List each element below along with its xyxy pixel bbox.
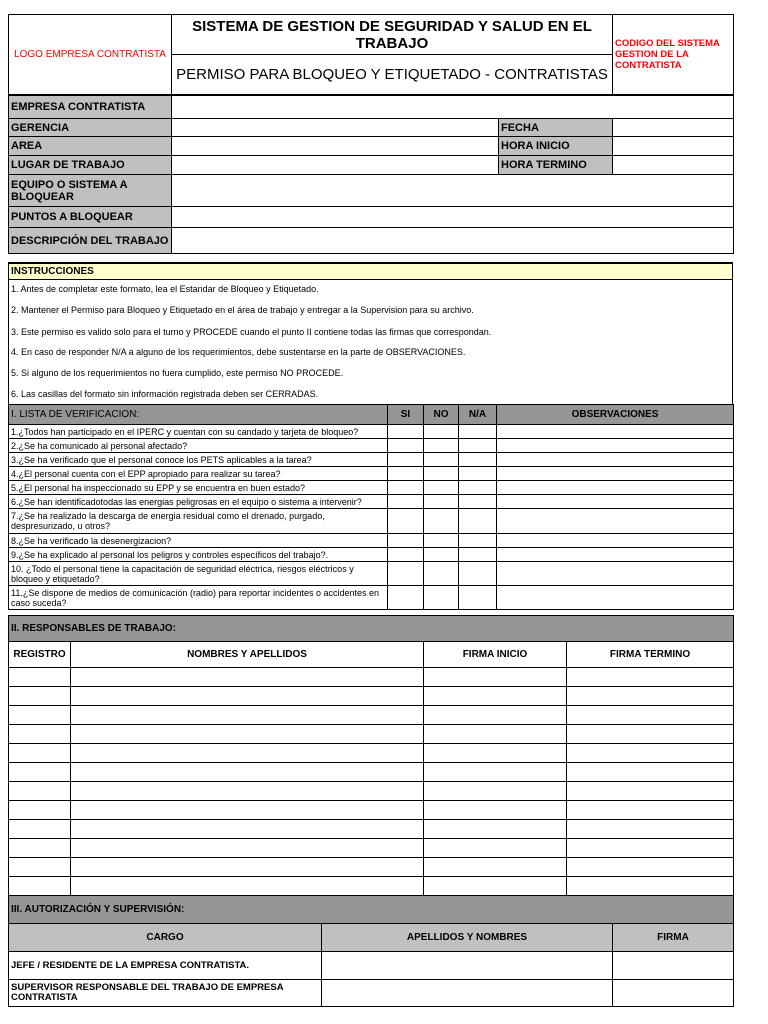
- field-registro[interactable]: [9, 839, 71, 858]
- checklist-question: 2.¿Se ha comunicado al personal afectado?: [9, 439, 388, 453]
- field-apellidos-jefe[interactable]: [322, 952, 613, 980]
- field-empresa[interactable]: [172, 96, 734, 119]
- checklist-question: 6.¿Se han identificadotodas las energias peligrosas en el equipo o sistema a intervenir?: [9, 495, 388, 509]
- field-gerencia[interactable]: [172, 119, 499, 137]
- field-firma-inicio[interactable]: [424, 744, 567, 763]
- checklist-question: 8.¿Se ha verificado la desenergizacion?: [9, 534, 388, 548]
- checklist-question: 5.¿El personal ha inspeccionado su EPP y se encuentra en buen estado?: [9, 481, 388, 495]
- checkbox-no[interactable]: [424, 495, 459, 509]
- checkbox-na[interactable]: [459, 586, 497, 610]
- field-equipo[interactable]: [172, 175, 734, 207]
- checkbox-na[interactable]: [459, 467, 497, 481]
- checklist-title: I. LISTA DE VERIFICACION:: [9, 405, 388, 425]
- label-hora-inicio: HORA INICIO: [499, 137, 613, 156]
- field-registro[interactable]: [9, 877, 71, 896]
- field-firma-termino[interactable]: [567, 877, 734, 896]
- label-puntos: PUNTOS A BLOQUEAR: [9, 207, 172, 228]
- field-nombres[interactable]: [71, 687, 424, 706]
- instruction-item: 1. Antes de completar este formato, lea el Estandar de Bloqueo y Etiquetado.: [9, 279, 733, 299]
- checkbox-na[interactable]: [459, 548, 497, 562]
- field-registro[interactable]: [9, 706, 71, 725]
- checkbox-no[interactable]: [424, 548, 459, 562]
- field-firma-termino[interactable]: [567, 706, 734, 725]
- field-observacion[interactable]: [497, 586, 734, 610]
- field-nombres[interactable]: [71, 744, 424, 763]
- form-title: PERMISO PARA BLOQUEO Y ETIQUETADO - CONTRATISTAS: [172, 55, 613, 95]
- field-firma-termino[interactable]: [567, 687, 734, 706]
- field-nombres[interactable]: [71, 763, 424, 782]
- field-firma-inicio[interactable]: [424, 763, 567, 782]
- field-registro[interactable]: [9, 687, 71, 706]
- checkbox-no[interactable]: [424, 425, 459, 439]
- field-hora-inicio[interactable]: [613, 137, 734, 156]
- field-firma-jefe[interactable]: [613, 952, 734, 980]
- cargo-supervisor: SUPERVISOR RESPONSABLE DEL TRABAJO DE EMPRESA CONTRATISTA: [9, 980, 322, 1007]
- field-apellidos-supervisor[interactable]: [322, 980, 613, 1007]
- checklist-question: 11.¿Se dispone de medios de comunicación (radio) para reportar incidentes o accidentes en caso suceda?: [9, 586, 388, 610]
- checkbox-no[interactable]: [424, 453, 459, 467]
- checkbox-si[interactable]: [388, 534, 424, 548]
- checkbox-no[interactable]: [424, 562, 459, 586]
- checkbox-si[interactable]: [388, 467, 424, 481]
- label-equipo: EQUIPO O SISTEMA A BLOQUEAR: [9, 175, 172, 207]
- checkbox-no[interactable]: [424, 439, 459, 453]
- label-area: AREA: [9, 137, 172, 156]
- checkbox-si[interactable]: [388, 495, 424, 509]
- checkbox-si[interactable]: [388, 425, 424, 439]
- checkbox-si[interactable]: [388, 548, 424, 562]
- checklist-question: 4.¿El personal cuenta con el EPP apropiado para realizar su tarea?: [9, 467, 388, 481]
- field-nombres[interactable]: [71, 820, 424, 839]
- col-observaciones: OBSERVACIONES: [497, 405, 734, 425]
- col-firma-inicio: FIRMA INICIO: [424, 642, 567, 668]
- field-nombres[interactable]: [71, 858, 424, 877]
- instruction-item: 3. Este permiso es valido solo para el turno y PROCEDE cuando el punto II contiene todas las firmas que correspondan.: [9, 321, 733, 342]
- checkbox-na[interactable]: [459, 509, 497, 534]
- field-firma-termino[interactable]: [567, 801, 734, 820]
- field-firma-termino[interactable]: [567, 820, 734, 839]
- field-firma-termino[interactable]: [567, 839, 734, 858]
- label-descripcion: DESCRIPCIÓN DEL TRABAJO: [9, 228, 172, 254]
- checkbox-na[interactable]: [459, 495, 497, 509]
- checklist-question: 7.¿Se ha realizado la descarga de energia residual como el drenado, purgado, despresurizado, u otros?: [9, 509, 388, 534]
- field-firma-inicio[interactable]: [424, 706, 567, 725]
- field-firma-inicio[interactable]: [424, 839, 567, 858]
- field-firma-inicio[interactable]: [424, 877, 567, 896]
- system-code: CODIGO DEL SISTEMA GESTION DE LA CONTRATISTA: [613, 15, 734, 95]
- label-empresa: EMPRESA CONTRATISTA: [9, 96, 172, 119]
- field-registro[interactable]: [9, 668, 71, 687]
- general-info-table: [8, 95, 734, 254]
- field-nombres[interactable]: [71, 877, 424, 896]
- field-firma-inicio[interactable]: [424, 687, 567, 706]
- checkbox-no[interactable]: [424, 467, 459, 481]
- autorizacion-title: III. AUTORIZACIÓN Y SUPERVISIÓN:: [9, 896, 734, 924]
- field-observacion[interactable]: [497, 481, 734, 495]
- col-nombres: NOMBRES Y APELLIDOS: [71, 642, 424, 668]
- checkbox-si[interactable]: [388, 562, 424, 586]
- header-table: [8, 14, 734, 95]
- checkbox-no[interactable]: [424, 481, 459, 495]
- field-observacion[interactable]: [497, 509, 734, 534]
- checkbox-na[interactable]: [459, 534, 497, 548]
- col-firma: FIRMA: [613, 924, 734, 952]
- col-cargo: CARGO: [9, 924, 322, 952]
- checkbox-na[interactable]: [459, 562, 497, 586]
- checkbox-na[interactable]: [459, 481, 497, 495]
- checkbox-si[interactable]: [388, 481, 424, 495]
- field-registro[interactable]: [9, 801, 71, 820]
- field-fecha[interactable]: [613, 119, 734, 137]
- field-nombres[interactable]: [71, 706, 424, 725]
- field-registro[interactable]: [9, 725, 71, 744]
- checkbox-si[interactable]: [388, 439, 424, 453]
- field-area[interactable]: [172, 137, 499, 156]
- field-registro[interactable]: [9, 763, 71, 782]
- label-fecha: FECHA: [499, 119, 613, 137]
- cargo-jefe: JEFE / RESIDENTE DE LA EMPRESA CONTRATISTA.: [9, 952, 322, 980]
- field-firma-termino[interactable]: [567, 763, 734, 782]
- label-gerencia: GERENCIA: [9, 119, 172, 137]
- field-firma-inicio[interactable]: [424, 668, 567, 687]
- field-observacion[interactable]: [497, 562, 734, 586]
- field-nombres[interactable]: [71, 839, 424, 858]
- field-registro[interactable]: [9, 820, 71, 839]
- checklist-question: 1.¿Todos han participado en el IPERC y cuentan con su candado y tarjeta de bloqueo?: [9, 425, 388, 439]
- field-nombres[interactable]: [71, 668, 424, 687]
- checkbox-no[interactable]: [424, 509, 459, 534]
- checkbox-no[interactable]: [424, 534, 459, 548]
- label-hora-termino: HORA TERMINO: [499, 156, 613, 175]
- checkbox-si[interactable]: [388, 586, 424, 610]
- field-firma-inicio[interactable]: [424, 725, 567, 744]
- instruction-item: 4. En caso de responder N/A a alguno de los requerimientos, debe sustentarse en la parte de OBSERVACIONES.: [9, 342, 733, 362]
- field-firma-inicio[interactable]: [424, 858, 567, 877]
- checkbox-no[interactable]: [424, 586, 459, 610]
- label-lugar: LUGAR DE TRABAJO: [9, 156, 172, 175]
- field-firma-inicio[interactable]: [424, 801, 567, 820]
- field-observacion[interactable]: [497, 534, 734, 548]
- field-nombres[interactable]: [71, 725, 424, 744]
- logo-placeholder: LOGO EMPRESA CONTRATISTA: [9, 15, 172, 95]
- field-observacion[interactable]: [497, 548, 734, 562]
- field-observacion[interactable]: [497, 439, 734, 453]
- system-title: SISTEMA DE GESTION DE SEGURIDAD Y SALUD EN EL TRABAJO: [172, 15, 613, 55]
- field-hora-termino[interactable]: [613, 156, 734, 175]
- responsables-title: II. RESPONSABLES DE TRABAJO:: [9, 616, 734, 642]
- checklist-question: 9.¿Se ha explicado al personal los peligros y controles específicos del trabajo?.: [9, 548, 388, 562]
- field-registro[interactable]: [9, 744, 71, 763]
- responsables-table: [8, 615, 734, 896]
- field-lugar[interactable]: [172, 156, 499, 175]
- checkbox-si[interactable]: [388, 509, 424, 534]
- instructions-title: INSTRUCCIONES: [9, 263, 733, 279]
- field-observacion[interactable]: [497, 453, 734, 467]
- field-firma-termino[interactable]: [567, 668, 734, 687]
- checkbox-na[interactable]: [459, 425, 497, 439]
- field-firma-termino[interactable]: [567, 744, 734, 763]
- field-registro[interactable]: [9, 858, 71, 877]
- field-firma-termino[interactable]: [567, 858, 734, 877]
- col-si: SI: [388, 405, 424, 425]
- col-registro: REGISTRO: [9, 642, 71, 668]
- field-nombres[interactable]: [71, 782, 424, 801]
- field-observacion[interactable]: [497, 425, 734, 439]
- field-puntos[interactable]: [172, 207, 734, 228]
- instructions-table: [8, 262, 733, 404]
- checklist-question: 3.¿Se ha verificado que el personal conoce los PETS aplicables a la tarea?: [9, 453, 388, 467]
- field-registro[interactable]: [9, 782, 71, 801]
- field-firma-inicio[interactable]: [424, 782, 567, 801]
- checkbox-si[interactable]: [388, 453, 424, 467]
- field-firma-supervisor[interactable]: [613, 980, 734, 1007]
- checklist-question: 10. ¿Todo el personal tiene la capacitación de seguridad eléctrica, riesgos eléctricos y bloqueo y etiquetado?: [9, 562, 388, 586]
- col-apellidos: APELLIDOS Y NOMBRES: [322, 924, 613, 952]
- field-firma-termino[interactable]: [567, 782, 734, 801]
- checklist-table: [8, 404, 734, 610]
- checkbox-na[interactable]: [459, 453, 497, 467]
- instruction-item: 5. Si alguno de los requerimientos no fuera cumplido, este permiso NO PROCEDE.: [9, 362, 733, 383]
- col-firma-termino: FIRMA TERMINO: [567, 642, 734, 668]
- field-observacion[interactable]: [497, 467, 734, 481]
- field-firma-termino[interactable]: [567, 725, 734, 744]
- col-no: NO: [424, 405, 459, 425]
- field-firma-inicio[interactable]: [424, 820, 567, 839]
- checkbox-na[interactable]: [459, 439, 497, 453]
- autorizacion-table: [8, 895, 734, 1007]
- field-observacion[interactable]: [497, 495, 734, 509]
- field-descripcion[interactable]: [172, 228, 734, 254]
- field-nombres[interactable]: [71, 801, 424, 820]
- col-na: N/A: [459, 405, 497, 425]
- instruction-item: 6. Las casillas del formato sin información registrada deben ser CERRADAS.: [9, 383, 733, 404]
- instruction-item: 2. Mantener el Permiso para Bloqueo y Etiquetado en el área de trabajo y entregar a la Supervision para su archivo.: [9, 299, 733, 321]
